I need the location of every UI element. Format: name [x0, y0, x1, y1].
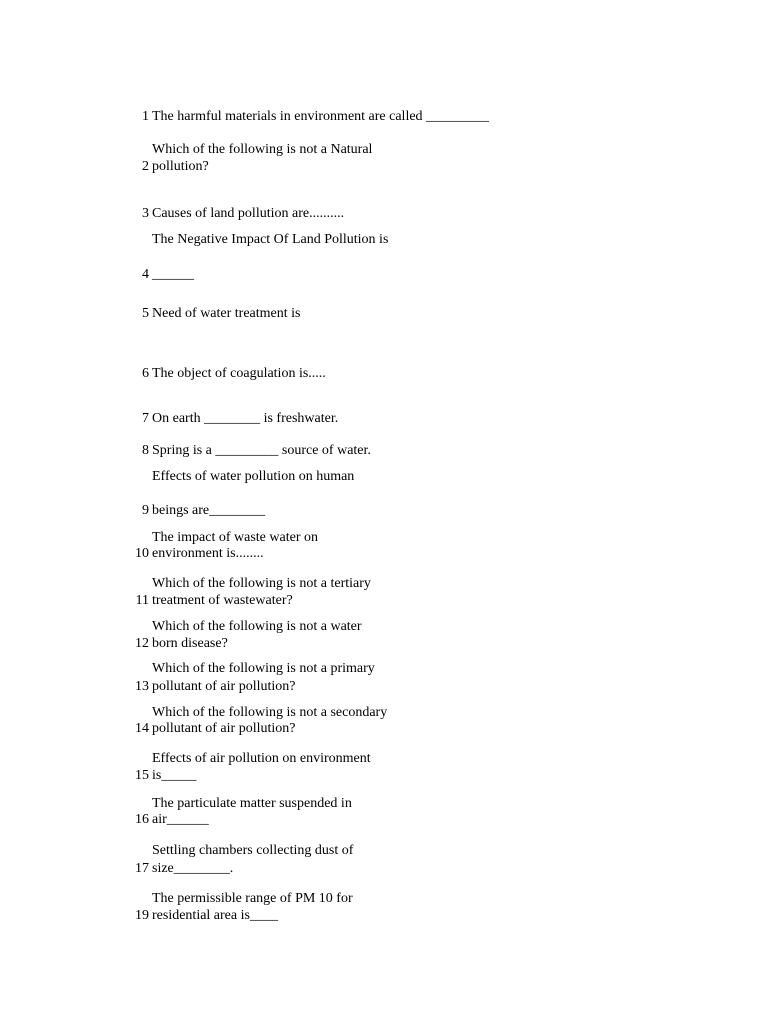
- question-text: Which of the following is not a water: [152, 619, 362, 634]
- question-text: The harmful materials in environment are called _________: [152, 109, 490, 124]
- question-text: Which of the following is not a tertiary: [152, 576, 371, 591]
- question-text: Which of the following is not a Natural: [152, 142, 373, 157]
- question-text: Which of the following is not a secondary: [152, 705, 388, 720]
- question-text: environment is........: [152, 546, 264, 561]
- question-text: Need of water treatment is: [152, 306, 301, 321]
- question-text: treatment of wastewater?: [152, 593, 293, 608]
- question-text: pollutant of air pollution?: [152, 721, 296, 736]
- question-text: Settling chambers collecting dust of: [152, 843, 354, 858]
- question-text: is_____: [152, 768, 197, 783]
- question-text: air______: [152, 812, 209, 827]
- question-number: 13: [135, 679, 149, 694]
- question-text: beings are________: [152, 503, 266, 518]
- question-text: pollution?: [152, 159, 209, 174]
- question-text: The object of coagulation is.....: [152, 366, 326, 381]
- question-number: 4: [142, 267, 149, 282]
- question-text: The impact of waste water on: [152, 530, 318, 545]
- question-number: 19: [135, 908, 149, 923]
- question-text: The particulate matter suspended in: [152, 796, 352, 811]
- question-text: born disease?: [152, 636, 228, 651]
- question-text: ______: [152, 267, 194, 282]
- question-text: Spring is a _________ source of water.: [152, 443, 371, 458]
- question-number: 14: [135, 721, 149, 736]
- question-number: 17: [135, 861, 149, 876]
- question-text: Causes of land pollution are..........: [152, 206, 345, 221]
- question-number: 12: [135, 636, 149, 651]
- question-number: 1: [142, 109, 149, 124]
- question-text: Effects of air pollution on environment: [152, 751, 371, 766]
- question-text: Effects of water pollution on human: [152, 469, 355, 484]
- question-number: 7: [142, 411, 149, 426]
- question-text: Which of the following is not a primary: [152, 661, 375, 676]
- question-text: On earth ________ is freshwater.: [152, 411, 339, 426]
- question-number: 8: [142, 443, 149, 458]
- question-number: 16: [135, 812, 149, 827]
- question-number: 6: [142, 366, 149, 381]
- question-text: pollutant of air pollution?: [152, 679, 296, 694]
- question-number: 3: [142, 206, 149, 221]
- question-number: 11: [135, 593, 149, 608]
- question-text: The permissible range of PM 10 for: [152, 891, 353, 906]
- question-number: 5: [142, 306, 149, 321]
- question-number: 15: [135, 768, 149, 783]
- question-number: 9: [142, 503, 149, 518]
- question-number: 10: [135, 546, 149, 561]
- question-number: 2: [142, 159, 149, 174]
- question-text: residential area is____: [152, 908, 278, 923]
- question-text: size________.: [152, 861, 234, 876]
- question-text: The Negative Impact Of Land Pollution is: [152, 232, 389, 247]
